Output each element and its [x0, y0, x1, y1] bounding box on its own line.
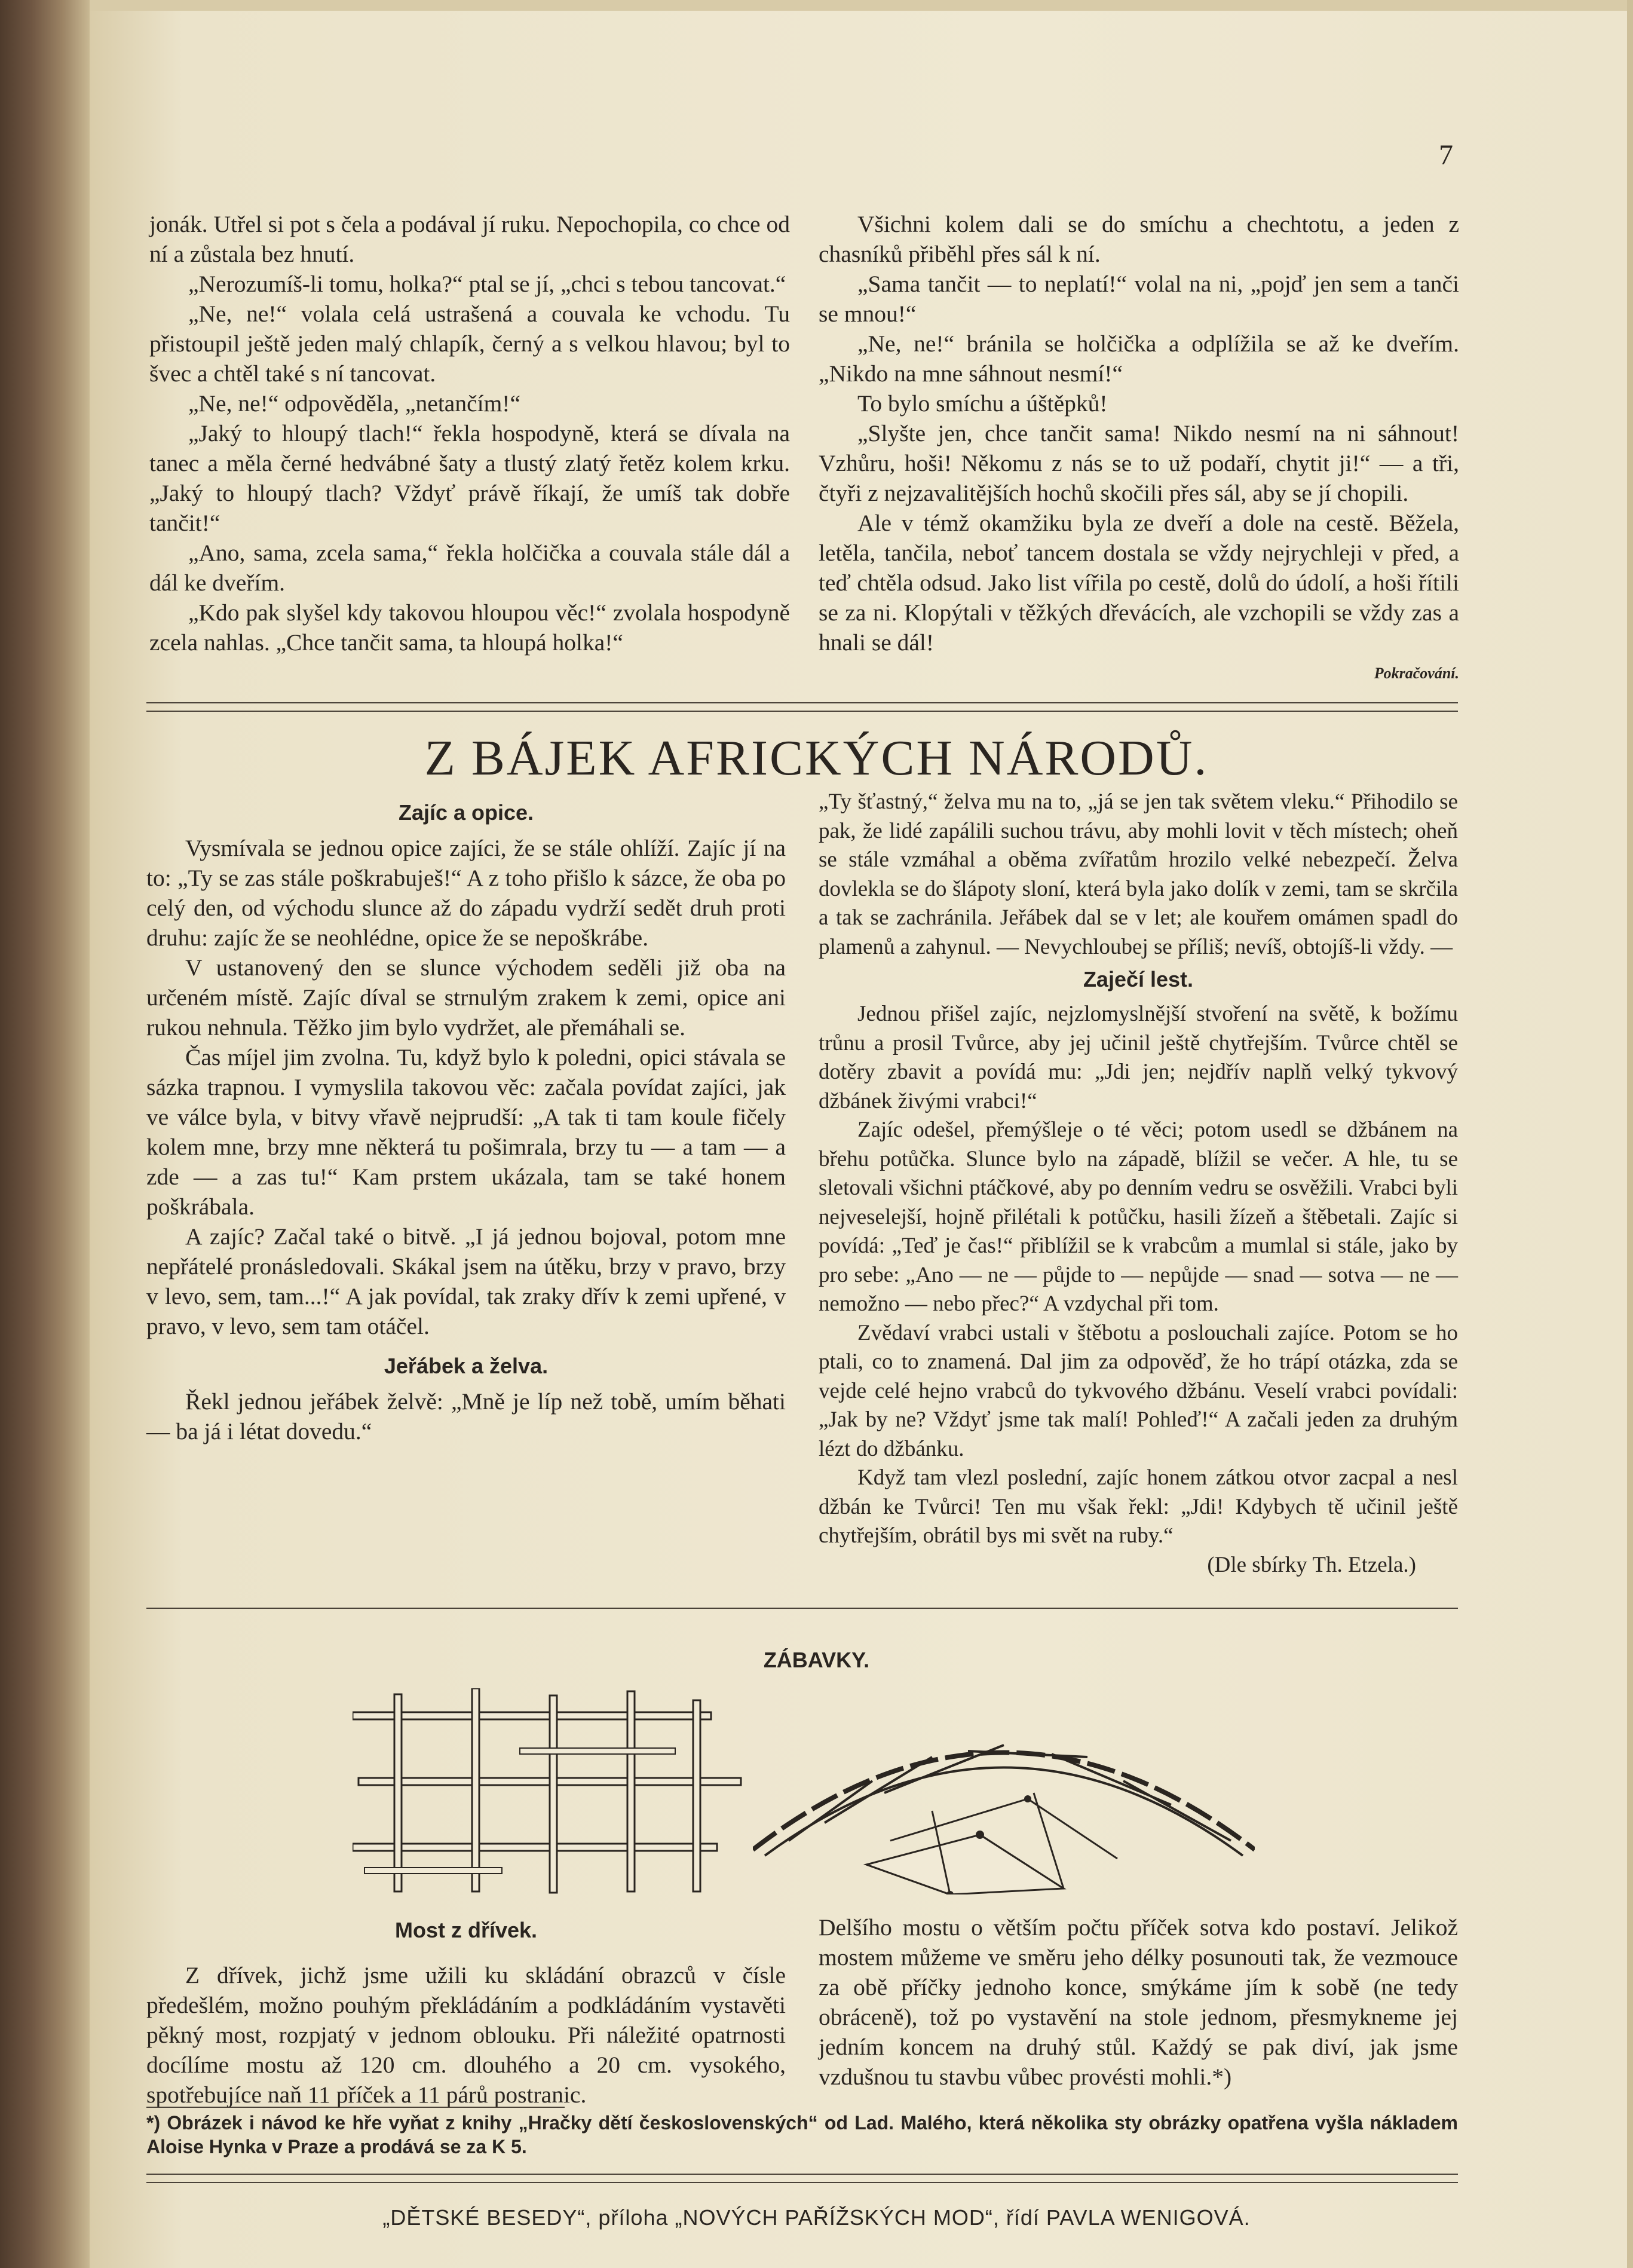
fables-left-column: [146, 795, 786, 1446]
zabavky-heading: Most z dřívek.: [394, 1918, 538, 1942]
story-paragraph: „Jaký to hloupý tlach!“ řekla hospodyně, která se dívala na tanec a měla černé hedvábné šaty a tlustý zlatý řetěz kolem krku. „Jaký to hloupý tlach? Vždyť právě říkají, že umíš tak dobře tančit!“: [149, 420, 790, 536]
fable-paragraph: Zvědaví vrabci ustali v štěbotu a poslouchali zajíce. Potom se ho ptali, co to znamená. Dal jim za odpověď, že ho trápí otázka, zda se vejde celé hejno vrabců do tykvového džbánu. Veselí vrabci povídali: „Jak by ne? Vždyť jsme tak malí! Pohleď!“ A začali jeden za druhým lézt do džbánku.: [819, 1320, 1458, 1461]
page-top-edge: [90, 0, 1633, 11]
section-rule: [146, 1608, 1458, 1609]
imprint: „DĚTSKÉ BESEDY“, příloha „NOVÝCH PAŘÍŽSKÝCH MOD“, řídí PAVLA WENIGOVÁ.: [382, 2205, 1251, 2230]
footnote-rule: [146, 2107, 565, 2108]
arched-bridge-drawing: [753, 1721, 1255, 1894]
continued-note: Pokračování.: [1374, 665, 1459, 682]
fables-right-column: [819, 788, 1458, 1580]
story-paragraph: Všichni kolem dali se do smíchu a chechtotu, a jeden z chasníků přiběhl přes sál k ní.: [819, 211, 1459, 267]
bridge-sticks-illustration: [353, 1688, 747, 1903]
footnote: *) Obrázek i návod ke hře vyňat z knihy „Hračky dětí československých“ od Lad. Malého, která několika sty obrázky opatřena vyšla nákladem Aloise Hynka v Praze a prodává se za K 5.: [146, 2112, 1458, 2157]
arched-bridge-illustration: [753, 1721, 1255, 1894]
story-paragraph: „Slyšte jen, chce tančit sama! Nikdo nesmí na ni sáhnout! Vzhůru, hoši! Někomu z nás se to už podaří, chytit ji!“ — a tři, čtyři z nejzavalitějších hochů skočili přes sál, aby se jí chopili.: [819, 420, 1459, 506]
fable-heading-zajic-a-opice: Zajíc a opice.: [398, 800, 534, 825]
page-right-edge: [1627, 0, 1633, 2268]
story-paragraph: Ale v témž okamžiku byla ze dveří a dole na cestě. Běžela, letěla, tančila, neboť tancem dostala se vždy nejrychleji v před, a teď chtěla odsud. Jako list vířila po cestě, dolů do údolí, a hoši řítili se za ni. Klopýtali v těžkých dřevácích, ale vzchopili se vždy zas a hnali se dál!: [819, 510, 1459, 656]
story-paragraph: „Ne, ne!“ bránila se holčička a odplížila se až ke dveřím. „Nikdo na mne sáhnout nesmí!“: [819, 330, 1459, 387]
imprint-double-rule: [146, 2174, 1458, 2183]
zabavky-title: ZÁBAVKY.: [763, 1648, 870, 1672]
fable-paragraph: Zajíc odešel, přemýšleje o té věci; potom usedl se džbánem na břehu potůčka. Slunce bylo na západě, blížil se večer. A hle, tu se sletovali všichni ptáčkové, aby po denním vedru se osvěžili. Vrabci byli nejveselejší, hojně přilétali k potůčku, hasili žízeň a štěbetali. Zajíc si povídá: „Teď je čas!“ přiblížil se k vrabcům a mumlal si stále, jako by pro sebe: „Ano — ne — půjde to — nepůjde — snad — sotva — ne — nemožno — nebo přec?“ A vzdychal při tom.: [819, 1118, 1458, 1316]
book-binding: [0, 0, 90, 2268]
fable-paragraph: V ustanovený den se slunce východem seděli již oba na určeném místě. Zajíc díval se strnulým zrakem k zemi, opice ani rukou nehnula. Těžko jim bylo vydržet, ale přemáhali se.: [146, 954, 786, 1040]
section-double-rule: [146, 702, 1458, 712]
fable-paragraph: A zajíc? Začal také o bitvě. „I já jednou bojoval, potom mne nepřátelé pronásledovali. Skákal jsem na útěku, brzy v pravo, brzy v levo, sem, tam...!“ A jak povídal, tak zraky dřív k zemi upřené, v pravo, v levo, sem tam otáčel.: [146, 1223, 786, 1339]
story-paragraph: To bylo smíchu a úštěpků!: [857, 390, 1108, 417]
fable-paragraph: Když tam vlezl poslední, zajíc honem zátkou otvor zacpal a nesl džbán ke Tvůrci! Ten mu však řekl: „Jdi! Kdybych tě učinil ještě chytřejším, obrátil bys mi svět na ruby.“: [819, 1465, 1458, 1548]
story-paragraph: jonák. Utřel si pot s čela a podával jí ruku. Nepochopila, co chce od ní a zůstala bez hnutí.: [149, 211, 790, 267]
story-paragraph: „Nerozumíš-li tomu, holka?“ ptal se jí, „chci s tebou tancovat.“: [188, 271, 786, 297]
fable-paragraph: Čas míjel jim zvolna. Tu, když bylo k poledni, opici stávala se sázka trapnou. I vymyslila takovou věc: začala povídat zajíci, jak ve válce byla, v bitvy vřavě nejprudší: „A tak ti tam koule fičely kolem mne, brzy mne některá tu pošimrala, brzy tu — a tam — a zde — a zas tu!“ Kam prstem ukázala, tam se také honem poškrábala.: [146, 1044, 786, 1220]
zabavky-left-column: [146, 1912, 786, 2110]
story-right-column: [819, 209, 1459, 688]
fable-paragraph: Řekl jednou jeřábek želvě: „Mně je líp než tobě, umím běhati — ba já i létat dovedu.“: [146, 1388, 786, 1444]
story-left-column: [149, 209, 790, 657]
story-paragraph: „Ne, ne!“ volala celá ustrašená a couvala ke vchodu. Tu přistoupil ještě jeden malý chlapík, černý a s velkou hlavou; byl to švec a chtěl také s ní tancovat.: [149, 301, 790, 387]
story-paragraph: „Sama tančit — to neplatí!“ volal na ni, „pojď jen sem a tanči se mnou!“: [819, 271, 1459, 327]
story-paragraph: „Ano, sama, zcela sama,“ řekla holčička a couvala stále dál a dál ke dveřím.: [149, 540, 790, 596]
story-paragraph: „Kdo pak slyšel kdy takovou hloupou věc!“ zvolala hospodyně zcela nahlas. „Chce tančit sama, ta hloupá holka!“: [149, 599, 790, 656]
fable-paragraph: Jednou přišel zajíc, nejzlomyslnější stvoření na světě, k božímu trůnu a prosil Tvůrce, aby jej učinil ještě chytřejším. Tvůrce chtěl se dotěry zbavit a povídá mu: „Jdi jen; nejdřív naplň velký tykvový džbánek živými vrabci!“: [819, 1002, 1458, 1113]
sticks-grid-drawing: [353, 1688, 747, 1903]
fables-title: Z BÁJEK AFRICKÝCH NÁRODŮ.: [424, 730, 1209, 786]
fable-heading-zajeci-lest: Zaječí lest.: [1083, 967, 1194, 991]
fable-heading-jerabek-a-zelva: Jeřábek a želva.: [384, 1354, 549, 1378]
fable-paragraph: Vysmívala se jednou opice zajíci, že se stále ohlíží. Zajíc jí na to: „Ty se zas stále poškrabuješ!“ A z toho přišlo k sázce, že oba po celý den, od východu slunce až do západu vydrží sedět druh proti druhu: zajíc že se neohlédne, opice že se nepoškrábe.: [146, 835, 786, 951]
page-number: 7: [1439, 139, 1453, 171]
fable-paragraph: „Ty šťastný,“ želva mu na to, „já se jen tak světem vleku.“ Přihodilo se pak, že lidé zapálili suchou trávu, aby mohli lovit v těch místech; oheň se stále vzmáhal a oběma zvířatům hrozilo velké nebezpečí. Želva dovlekla se do šlápoty sloní, která byla jako dolík v zemi, tam se skrčila a tak se zachránila. Jeřábek dal se v let; ale kouřem omámen spadl do plamenů a zahynul. — Nevychloubej se příliš; nevíš, obtojíš-li vždy. —: [819, 789, 1458, 959]
zabavky-right-column: [819, 1912, 1458, 2092]
zabavky-paragraph: Z dřívek, jichž jsme užili ku skládání obrazců v čísle předešlém, možno pouhým překládáním a podkládáním vystavěti pěkný most, rozpjatý v jednom oblouku. Při náležité opatrnosti docílíme mostu až 120 cm. dlouhého a 20 cm. vysokého, spotřebujíce naň 11 příček a 11 párů postranic.: [146, 1962, 786, 2108]
fable-source: (Dle sbírky Th. Etzela.): [1207, 1552, 1416, 1577]
story-paragraph: „Ne, ne!“ odpověděla, „netančím!“: [188, 390, 520, 417]
zabavky-paragraph: Delšího mostu o větším počtu příček sotva kdo postaví. Jelikož mostem můžeme ve směru jeho délky posunouti tak, že vezmouce za obě příčky jednoho konce, smýkáme jím k sobě (ne tedy obráceně), tož po vystavění na stole jednom, přesmykneme jej jedním koncem na druhý stůl. Každý se pak diví, jak jsme vzdušnou tu stavbu vůbec provésti mohli.*): [819, 1914, 1458, 2090]
